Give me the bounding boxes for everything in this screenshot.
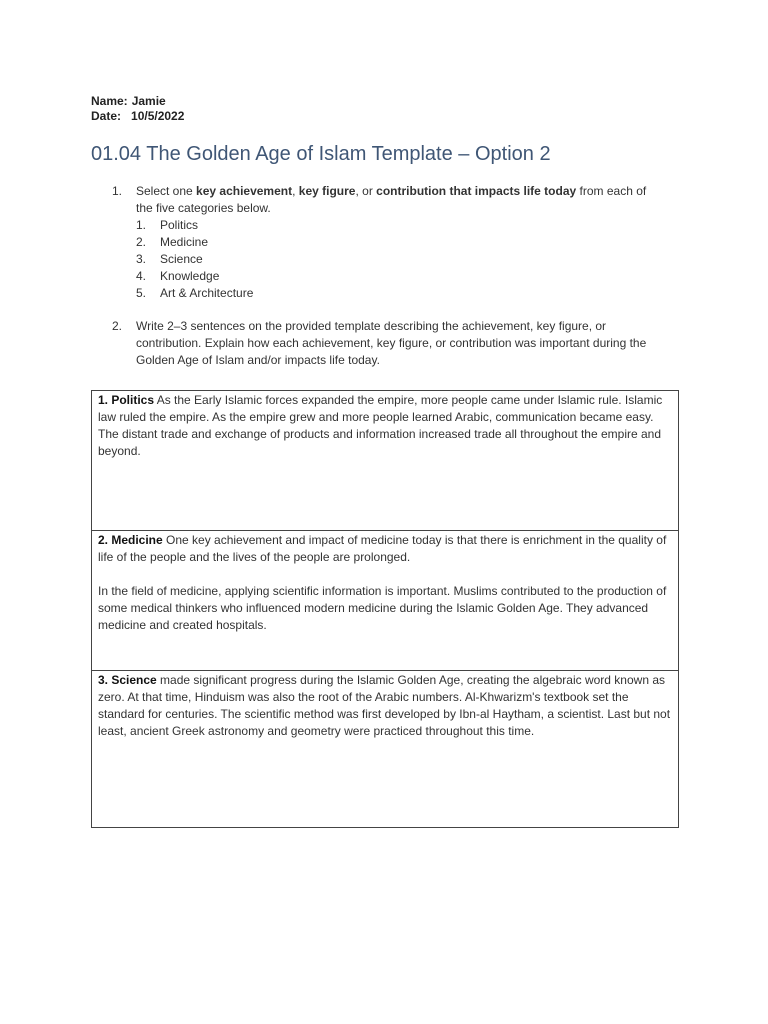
- politics-paragraph: [98, 392, 672, 460]
- medicine-paragraph: [98, 532, 672, 566]
- category-list: [136, 217, 662, 302]
- politics-cell: [92, 391, 678, 531]
- category-item: [136, 251, 662, 268]
- category-item: [136, 268, 662, 285]
- category-number: 4.: [136, 269, 147, 283]
- name-value: Jamie: [131, 94, 166, 108]
- instruction-text: from each of the five categories below.: [136, 184, 647, 215]
- name-row: [91, 94, 184, 109]
- politics-text: As the Early Islamic forces expanded the empire, more people came under Islamic rule. Islamic law ruled the empire. As the empire grew and more people learned Arabic, communication became easy. The distant trade and exchange of products and information increased trade all throughout the empire and beyond.: [98, 393, 663, 458]
- category-item: [136, 234, 662, 251]
- instruction-text: Write 2–3 sentences on the provided template describing the achievement, key figure, or contribution. Explain how each achievement, key figure, or contribution was important during the Golden Age of Islam and/or impacts life today.: [136, 319, 647, 367]
- spacer: [112, 302, 662, 318]
- instructions: [112, 183, 662, 369]
- instruction-text: Select one: [136, 184, 197, 198]
- date-row: [91, 109, 184, 124]
- category-label: Politics: [160, 218, 199, 232]
- category-number: 2.: [136, 235, 147, 249]
- instruction-1: [112, 183, 662, 302]
- medicine-cell: [92, 531, 678, 671]
- category-number: 3.: [136, 252, 147, 266]
- science-heading: 3. Science: [98, 673, 157, 687]
- category-number: 1.: [136, 218, 147, 232]
- science-paragraph: [98, 672, 672, 740]
- science-text: made significant progress during the Islamic Golden Age, creating the algebraic word known as zero. At that time, Hinduism was also the root of the Arabic numbers. Al-Khwarizm's textbook set the standard for centuries. The scientific method was first developed by Ibn-al Haytham, a scientist. Last but not least, ancient Greek astronomy and geometry were practiced throughout this time.: [98, 673, 671, 738]
- instruction-text: , or: [355, 184, 377, 198]
- politics-heading: 1. Politics: [98, 393, 155, 407]
- name-label: Name:: [91, 94, 128, 108]
- spacer: [98, 566, 672, 583]
- date-label: Date:: [91, 109, 122, 123]
- instruction-bold-text: key achievement: [196, 184, 293, 198]
- instruction-number: 1.: [112, 184, 123, 198]
- instruction-bold-text: key figure: [298, 184, 356, 198]
- response-table: [91, 390, 679, 828]
- category-label: Art & Architecture: [160, 286, 254, 300]
- category-item: [136, 285, 662, 302]
- category-label: Knowledge: [160, 269, 220, 283]
- medicine-text: One key achievement and impact of medicine today is that there is enrichment in the quality of life of the people and the lives of the people are prolonged.: [98, 533, 667, 564]
- date-value: 10/5/2022: [131, 109, 185, 123]
- category-item: [136, 217, 662, 234]
- instruction-bold-text: contribution that impacts life today: [376, 184, 577, 198]
- science-cell: [92, 671, 678, 827]
- medicine-paragraph-2: In the field of medicine, applying scientific information is important. Muslims contributed to the production of some medical thinkers who influenced modern medicine during the Islamic Golden Age. They advanced medicine and created hospitals.: [98, 584, 667, 632]
- instruction-body: [136, 183, 662, 302]
- instruction-text: ,: [292, 184, 299, 198]
- document-title: 01.04 The Golden Age of Islam Template – Option 2: [91, 143, 551, 165]
- category-number: 5.: [136, 286, 147, 300]
- instruction-2: [112, 318, 662, 369]
- category-label: Science: [160, 252, 203, 266]
- medicine-heading: 2. Medicine: [98, 533, 163, 547]
- category-label: Medicine: [160, 235, 209, 249]
- instruction-number: 2.: [112, 319, 123, 333]
- student-info: [91, 94, 184, 124]
